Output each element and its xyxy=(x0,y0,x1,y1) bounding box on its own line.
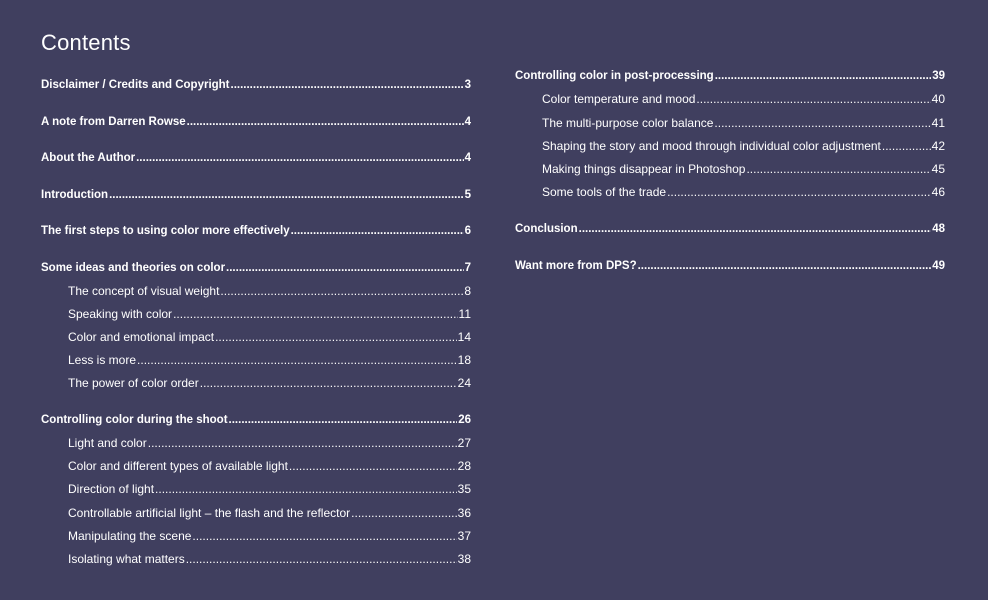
toc-entry-label: The power of color order xyxy=(68,376,199,390)
toc-entry-label: Light and color xyxy=(68,436,147,450)
toc-entry-label: Disclaimer / Credits and Copyright xyxy=(41,79,230,91)
toc-entry-label: Direction of light xyxy=(68,482,155,496)
toc-leader xyxy=(289,458,457,474)
toc-entry-post-processing[interactable] xyxy=(515,68,945,84)
toc-entry-speaking-with-color[interactable] xyxy=(41,306,471,322)
toc-leader xyxy=(229,412,458,428)
toc-page-number: 4 xyxy=(464,116,471,128)
toc-page-number: 3 xyxy=(464,79,471,91)
toc-page-number: 27 xyxy=(457,436,471,450)
toc-entry-label: Some tools of the trade xyxy=(542,185,667,199)
toc-page-number: 38 xyxy=(457,552,471,566)
page-title: Contents xyxy=(41,30,131,55)
toc-leader xyxy=(291,223,464,239)
toc-page-number: 18 xyxy=(457,353,471,367)
toc-leader xyxy=(638,258,932,274)
toc-page-number: 37 xyxy=(457,529,471,543)
toc-page-number: 5 xyxy=(464,189,471,201)
toc-entry-introduction[interactable] xyxy=(41,187,471,203)
toc-leader xyxy=(148,435,457,451)
toc-page-number: 48 xyxy=(932,223,945,235)
toc-entry-isolating[interactable] xyxy=(41,551,471,567)
toc-leader xyxy=(696,91,930,107)
toc-entry-label: Some ideas and theories on color xyxy=(41,262,226,274)
toc-entry-label: Color and emotional impact xyxy=(68,330,215,344)
toc-page-number: 4 xyxy=(464,152,471,164)
toc-leader xyxy=(715,68,932,84)
toc-leader xyxy=(200,375,457,391)
toc-page-number: 45 xyxy=(931,162,945,176)
toc-entry-about-author[interactable] xyxy=(41,150,471,166)
toc-page-number: 24 xyxy=(457,376,471,390)
toc-entry-label: Less is more xyxy=(68,353,137,367)
toc-leader xyxy=(231,77,464,93)
toc-entry-shaping-story[interactable] xyxy=(515,138,945,154)
toc-entry-conclusion[interactable] xyxy=(515,221,945,237)
toc-entry-light-and-color[interactable] xyxy=(41,435,471,451)
toc-entry-label: Color temperature and mood xyxy=(542,92,696,106)
toc-leader xyxy=(186,551,457,567)
toc-page-number: 39 xyxy=(932,70,945,82)
toc-leader xyxy=(173,306,457,322)
toc-entry-label: A note from Darren Rowse xyxy=(41,116,186,128)
toc-entry-direction-of-light[interactable] xyxy=(41,481,471,497)
toc-leader xyxy=(351,505,456,521)
toc-entry-want-more[interactable] xyxy=(515,258,945,274)
toc-entry-first-steps[interactable] xyxy=(41,223,471,239)
toc-entry-manipulating-scene[interactable] xyxy=(41,528,471,544)
toc-page-number: 49 xyxy=(932,260,945,272)
toc-entry-label: Controlling color in post-processing xyxy=(515,70,714,82)
toc-page-number: 26 xyxy=(458,414,471,426)
toc-entry-label: Introduction xyxy=(41,189,109,201)
toc-page-number: 11 xyxy=(458,307,471,321)
toc-page-number: 6 xyxy=(464,225,471,237)
toc-entry-color-temperature[interactable] xyxy=(515,91,945,107)
toc-page-number: 42 xyxy=(931,139,945,153)
toc-entry-tools-of-trade[interactable] xyxy=(515,184,945,200)
toc-page-number: 41 xyxy=(931,116,945,130)
toc-leader xyxy=(187,114,464,130)
toc-leader xyxy=(667,184,931,200)
toc-entry-disclaimer[interactable] xyxy=(41,77,471,93)
toc-leader xyxy=(215,329,457,345)
toc-entry-label: Want more from DPS? xyxy=(515,260,637,272)
toc-page-number: 8 xyxy=(464,284,471,298)
toc-entry-label: About the Author xyxy=(41,152,136,164)
toc-leader xyxy=(137,352,457,368)
toc-entry-label: Color and different types of available light xyxy=(68,459,288,473)
toc-entry-color-balance[interactable] xyxy=(515,115,945,131)
toc-page-number: 35 xyxy=(457,482,471,496)
toc-entry-label: Controlling color during the shoot xyxy=(41,414,228,426)
toc-entry-label: Isolating what matters xyxy=(68,552,185,566)
toc-entry-less-is-more[interactable] xyxy=(41,352,471,368)
toc-entry-artificial-light[interactable] xyxy=(41,505,471,521)
toc-entry-ideas-theories[interactable] xyxy=(41,260,471,276)
toc-page-number: 28 xyxy=(457,459,471,473)
toc-entry-label: Speaking with color xyxy=(68,307,173,321)
toc-entry-during-shoot[interactable] xyxy=(41,412,471,428)
toc-page-number: 36 xyxy=(457,506,471,520)
toc-entry-color-order[interactable] xyxy=(41,375,471,391)
toc-page-number: 46 xyxy=(931,185,945,199)
toc-entry-label: Manipulating the scene xyxy=(68,529,192,543)
toc-entry-disappear-photoshop[interactable] xyxy=(515,161,945,177)
toc-leader xyxy=(109,187,464,203)
toc-entry-note-from-darren[interactable] xyxy=(41,114,471,130)
toc-leader xyxy=(220,283,463,299)
toc-leader xyxy=(226,260,464,276)
toc-leader xyxy=(155,481,457,497)
toc-entry-label: Controllable artificial light – the flash and the reflector xyxy=(68,506,351,520)
toc-entry-visual-weight[interactable] xyxy=(41,283,471,299)
toc-leader xyxy=(192,528,456,544)
toc-entry-label: Making things disappear in Photoshop xyxy=(542,162,746,176)
toc-entry-label: The concept of visual weight xyxy=(68,284,220,298)
toc-entry-available-light[interactable] xyxy=(41,458,471,474)
toc-page-number: 14 xyxy=(457,330,471,344)
toc-leader xyxy=(136,150,463,166)
toc-entry-label: The first steps to using color more effectively xyxy=(41,225,290,237)
toc-leader xyxy=(882,138,931,154)
toc-entry-label: The multi-purpose color balance xyxy=(542,116,714,130)
toc-entry-label: Shaping the story and mood through individual color adjustment xyxy=(542,139,881,153)
toc-leader xyxy=(579,221,932,237)
toc-leader xyxy=(746,161,930,177)
toc-page-number: 40 xyxy=(931,92,945,106)
toc-entry-emotional-impact[interactable] xyxy=(41,329,471,345)
toc-leader xyxy=(714,115,930,131)
toc-entry-label: Conclusion xyxy=(515,223,578,235)
toc-page-number: 7 xyxy=(464,262,471,274)
